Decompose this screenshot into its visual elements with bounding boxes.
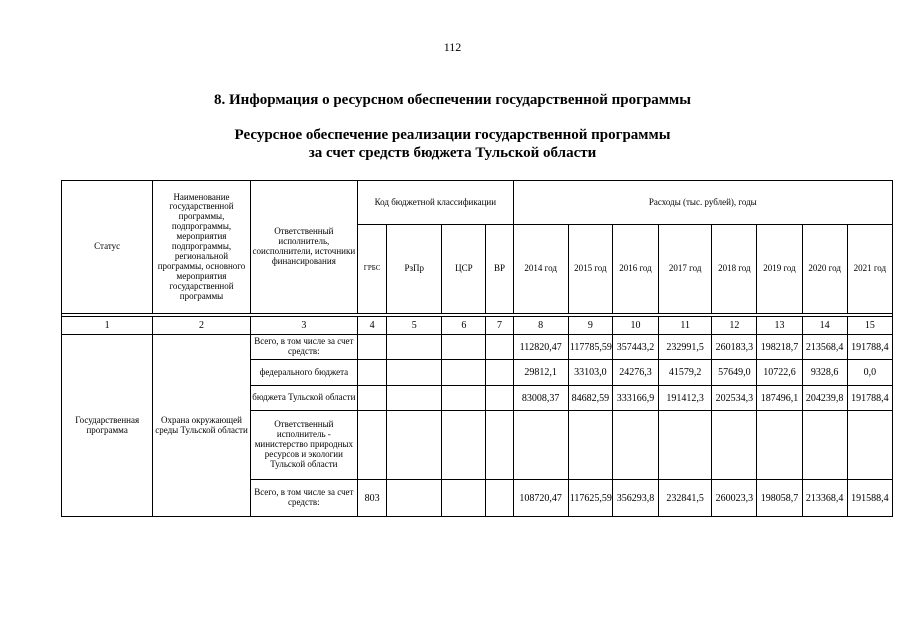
rzpr-code	[387, 335, 442, 360]
value-cell	[757, 411, 802, 480]
value-cell: 10722,6	[757, 360, 802, 386]
rzpr-code	[387, 411, 442, 480]
header-expenses: Расходы (тыс. рублей), годы	[513, 181, 892, 225]
funding-source: Всего, в том числе за счет средств:	[250, 480, 357, 517]
header-year: 2014 год	[513, 225, 568, 314]
value-cell: 83008,37	[513, 386, 568, 411]
csr-code	[442, 335, 486, 360]
column-number: 5	[387, 317, 442, 335]
grbs-code	[358, 411, 387, 480]
value-cell: 213568,4	[802, 335, 847, 360]
value-cell: 41579,2	[659, 360, 712, 386]
header-year: 2020 год	[802, 225, 847, 314]
grbs-code: 803	[358, 480, 387, 517]
grbs-code	[358, 335, 387, 360]
column-number: 6	[442, 317, 486, 335]
column-number: 9	[568, 317, 612, 335]
grbs-code	[358, 360, 387, 386]
header-year: 2021 год	[847, 225, 892, 314]
program-status: Государственная программа	[62, 335, 153, 517]
value-cell	[659, 411, 712, 480]
column-number: 1	[62, 317, 153, 335]
value-cell: 356293,8	[612, 480, 658, 517]
table-row	[62, 335, 893, 360]
value-cell	[847, 411, 892, 480]
value-cell: 108720,47	[513, 480, 568, 517]
value-cell: 24276,3	[612, 360, 658, 386]
value-cell: 9328,6	[802, 360, 847, 386]
header-year: 2018 год	[712, 225, 757, 314]
value-cell: 191788,4	[847, 335, 892, 360]
value-cell: 232841,5	[659, 480, 712, 517]
funding-source: федерального бюджета	[250, 360, 357, 386]
vr-code	[486, 386, 513, 411]
csr-code	[442, 480, 486, 517]
value-cell: 0,0	[847, 360, 892, 386]
value-cell: 117785,59	[568, 335, 612, 360]
header-program-name: Наименование государственной программы, подпрограммы, мероприятия подпрограммы, региональной программы, основного мероприятия государственной программы	[153, 181, 250, 314]
header-vr: ВР	[486, 225, 513, 314]
column-number: 2	[153, 317, 250, 335]
rzpr-code	[387, 480, 442, 517]
column-number: 12	[712, 317, 757, 335]
value-cell: 202534,3	[712, 386, 757, 411]
value-cell: 232991,5	[659, 335, 712, 360]
grbs-code	[358, 386, 387, 411]
table-title-line-2: за счет средств бюджета Тульской области	[308, 145, 597, 161]
value-cell: 333166,9	[612, 386, 658, 411]
value-cell: 191588,4	[847, 480, 892, 517]
vr-code	[486, 411, 513, 480]
value-cell	[513, 411, 568, 480]
value-cell: 187496,1	[757, 386, 802, 411]
value-cell: 191412,3	[659, 386, 712, 411]
value-cell: 213368,4	[802, 480, 847, 517]
column-number: 14	[802, 317, 847, 335]
value-cell: 260183,3	[712, 335, 757, 360]
value-cell: 198218,7	[757, 335, 802, 360]
table-title-line-1: Ресурсное обеспечение реализации государственной программы	[234, 127, 671, 143]
value-cell	[712, 411, 757, 480]
value-cell	[802, 411, 847, 480]
column-number: 15	[847, 317, 892, 335]
value-cell: 57649,0	[712, 360, 757, 386]
vr-code	[486, 335, 513, 360]
column-number: 4	[358, 317, 387, 335]
rzpr-code	[387, 360, 442, 386]
column-number: 11	[659, 317, 712, 335]
value-cell: 357443,2	[612, 335, 658, 360]
value-cell	[612, 411, 658, 480]
vr-code	[486, 360, 513, 386]
rzpr-code	[387, 386, 442, 411]
section-title: 8. Информация о ресурсном обеспечении государственной программы	[214, 92, 691, 108]
column-number: 7	[486, 317, 513, 335]
page-number: 112	[443, 40, 462, 54]
value-cell: 117625,59	[568, 480, 612, 517]
value-cell: 198058,7	[757, 480, 802, 517]
value-cell: 204239,8	[802, 386, 847, 411]
header-year: 2017 год	[659, 225, 712, 314]
csr-code	[442, 360, 486, 386]
value-cell: 260023,3	[712, 480, 757, 517]
header-status: Статус	[62, 181, 153, 314]
value-cell: 29812,1	[513, 360, 568, 386]
funding-source: бюджета Тульской области	[250, 386, 357, 411]
value-cell: 84682,59	[568, 386, 612, 411]
column-number: 13	[757, 317, 802, 335]
column-number: 10	[612, 317, 658, 335]
csr-code	[442, 411, 486, 480]
column-number: 3	[250, 317, 357, 335]
value-cell: 33103,0	[568, 360, 612, 386]
header-budget-code: Код бюджетной классификации	[358, 181, 514, 225]
value-cell: 112820,47	[513, 335, 568, 360]
header-rzpr: РзПр	[387, 225, 442, 314]
responsible-executor: Ответственный исполнитель - министерство природных ресурсов и экологии Тульской области	[250, 411, 357, 480]
column-number: 8	[513, 317, 568, 335]
value-cell: 191788,4	[847, 386, 892, 411]
header-responsible: Ответственный исполнитель, соисполнители, источники финансирования	[250, 181, 357, 314]
value-cell	[568, 411, 612, 480]
vr-code	[486, 480, 513, 517]
header-year: 2019 год	[757, 225, 802, 314]
header-csr: ЦСР	[442, 225, 486, 314]
header-grbs: ГРБС	[358, 225, 387, 314]
csr-code	[442, 386, 486, 411]
header-year: 2015 год	[568, 225, 612, 314]
header-year: 2016 год	[612, 225, 658, 314]
funding-source: Всего, в том числе за счет средств:	[250, 335, 357, 360]
program-name: Охрана окружающей среды Тульской области	[153, 335, 250, 517]
resource-table	[61, 180, 893, 517]
